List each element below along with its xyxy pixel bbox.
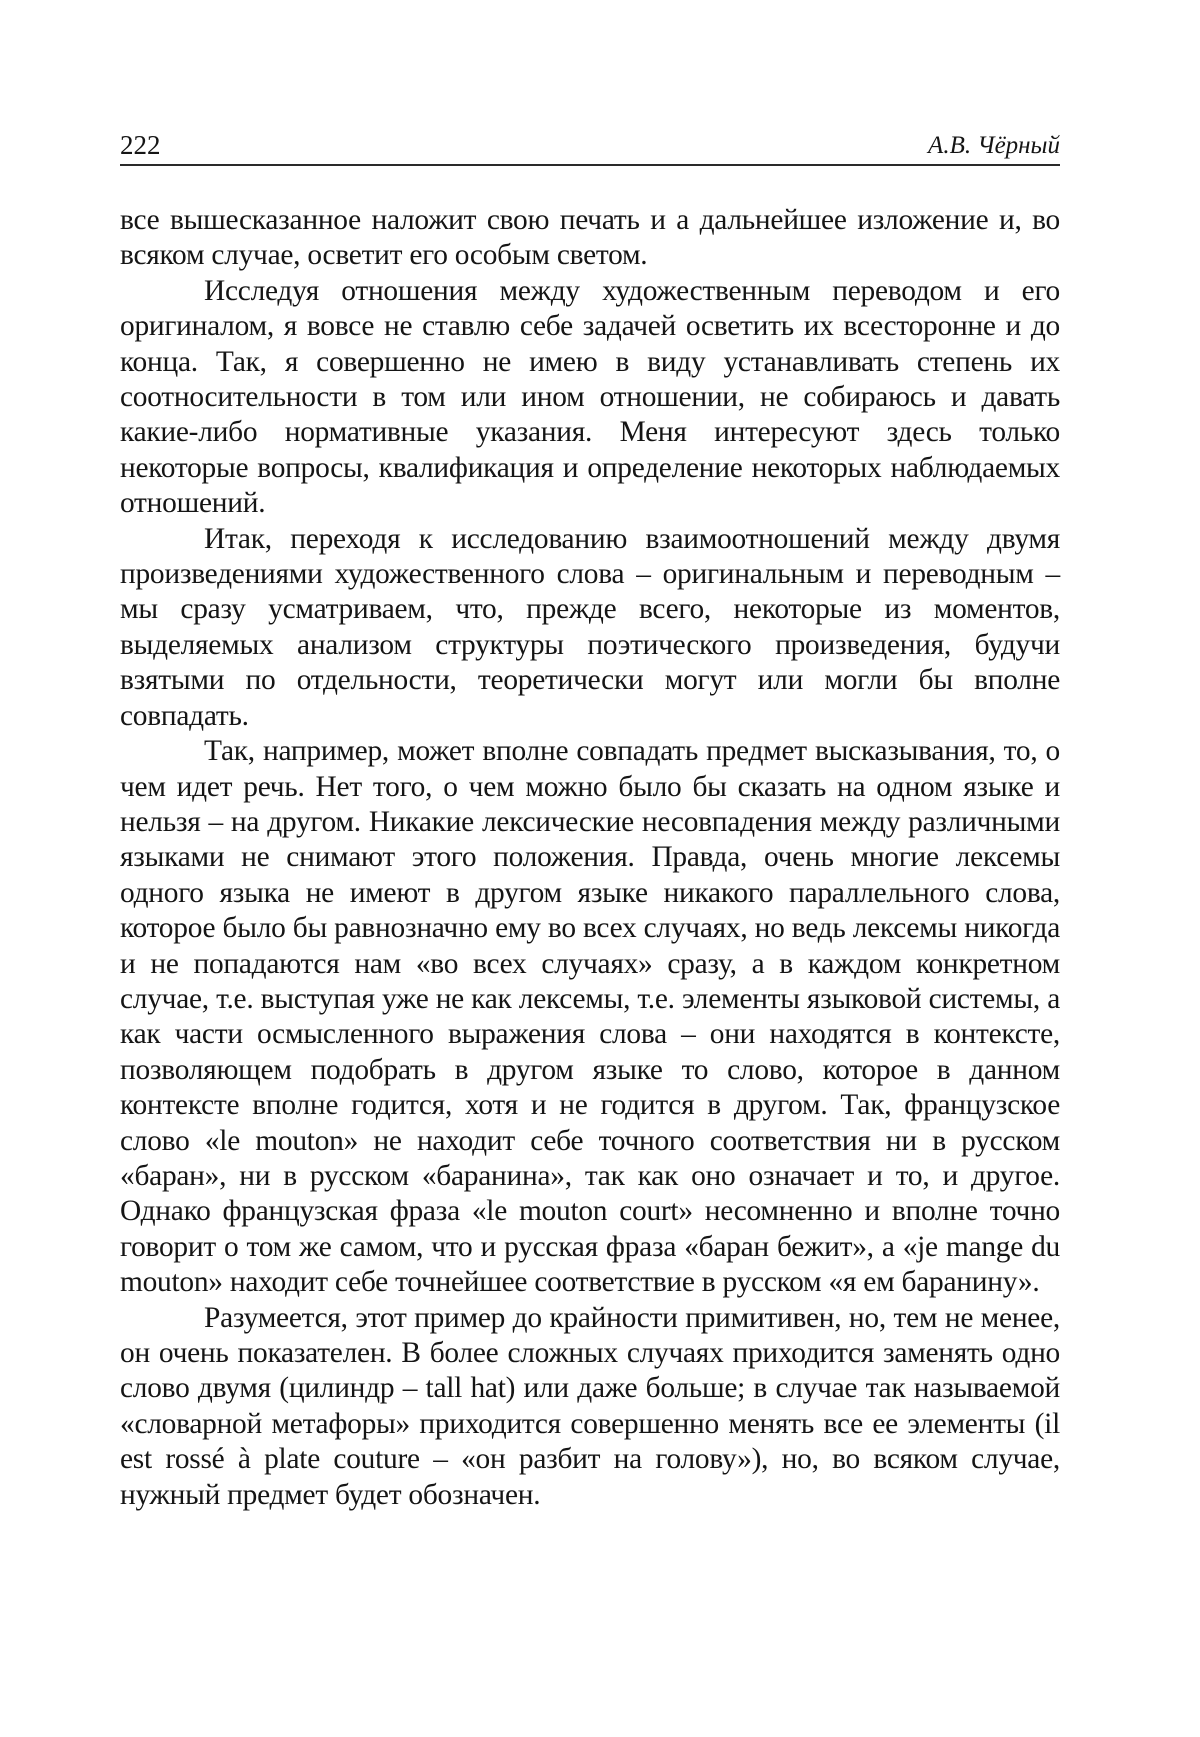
paragraph-3: Итак, переходя к исследованию взаимоотношений между двумя произведениями художественного слова – оригинальным и переводным – мы сразу усматриваем, что, прежде всего, некоторые из моментов, выделяемых анализом структуры поэтического произведения, будучи взятыми по отдельности, теоретически могут или могли бы вполне совпадать. xyxy=(120,522,1060,732)
running-head-author: А.В. Чёрный xyxy=(928,132,1060,159)
book-page xyxy=(120,120,1060,1513)
page-body xyxy=(120,166,1060,1513)
page-header xyxy=(120,120,1060,166)
paragraph-1: все вышесказанное наложит свою печать и а дальнейшее изложение и, во всяком случае, осветит его особым светом. xyxy=(120,204,1060,272)
paragraph-4: Так, например, может вполне совпадать предмет высказывания, то, о чем идет речь. Нет того, о чем можно было бы сказать на одном языке и нельзя – на другом. Никакие лексические несовпадения между различными языками не снимают этого положения. Правда, очень многие лексемы одного языка не имеют в другом языке никакого параллельного слова, которое было бы равнозначно ему во всех случаях, но ведь лексемы никогда и не попадаются нам «во всех случаях» сразу, а в каждом конкретном случае, т.е. выступая уже не как лексемы, т.е. элементы языковой системы, а как части осмысленного выражения слова – они находятся в контексте, позволяющем подобрать в другом языке то слово, которое в данном контексте вполне годится, хотя и не годится в другом. Так, французское слово «le mouton» не находит себе точного соответствия ни в русском «баран», ни в русском «баранина», так как оно означает и то, и другое. Однако французская фраза «le mouton court» несомненно и вполне точно говорит о том же самом, что и русская фраза «баран бежит», а «je mange du mouton» находит себе точнейшее соответствие в русском «я ем баранину». xyxy=(120,735,1060,1299)
paragraph-5: Разумеется, этот пример до крайности примитивен, но, тем не менее, он очень показателен. В более сложных случаях приходится заменять одно слово двумя (цилиндр – tall hat) или даже больше; в случае так называемой «словарной метафоры» приходится совершенно менять все ее элементы (il est rossé à plate couture – «он разбит на голову»), но, во всяком случае, нужный предмет будет обозначен. xyxy=(120,1301,1060,1511)
page-number: 222 xyxy=(120,130,161,160)
paragraph-2: Исследуя отношения между художественным переводом и его оригиналом, я вовсе не ставлю себе задачей осветить их всесторонне и до конца. Так, я совершенно не имею в виду устанавливать степень их соотносительности в том или ином отношении, не собираюсь и давать какие-либо нормативные указания. Меня интересуют здесь только некоторые вопросы, квалификация и определение некоторых наблюдаемых отношений. xyxy=(120,274,1060,520)
